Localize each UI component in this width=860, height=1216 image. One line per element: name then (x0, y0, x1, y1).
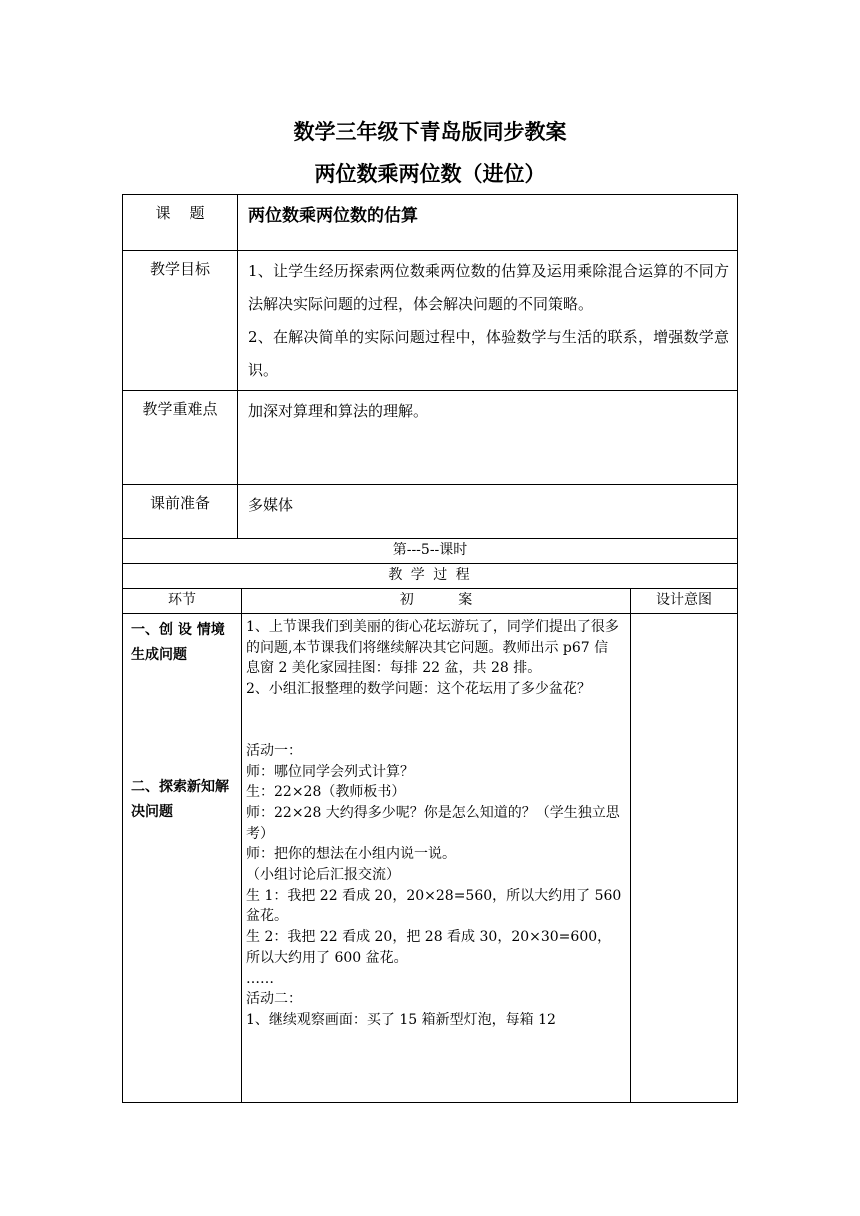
process-title-row (122, 563, 738, 589)
col-design-header: 设计意图 (630, 588, 738, 614)
document-title: 数学三年级下青岛版同步教案 (293, 120, 567, 144)
key-points-row (122, 390, 738, 485)
plan-line: 1、上节课我们到美丽的街心花坛游玩了，同学们提出了很多的问题,本节课我们将继续解决其它问题。教师出示 p67 信息窗 2 美化家园挂图：每排 22 盆，共 28 排。 (246, 619, 619, 677)
goals-content (237, 250, 738, 391)
preparation-label: 课前准备 (122, 484, 238, 539)
col-stage-header: 环节 (122, 588, 242, 614)
plan-line: 生：22×28（教师板书） (246, 784, 406, 801)
plan-line: （小组讨论后汇报交流） (246, 867, 400, 884)
plan-line: 活动二： (246, 991, 302, 1008)
plan-line: 2、小组汇报整理的数学问题：这个花坛用了多少盆花？ (246, 681, 591, 698)
process-body-row (122, 613, 738, 1103)
plan-line: 活动一： (246, 742, 302, 759)
topic-label: 课 题 (122, 194, 238, 251)
col-plan-header: 初 案 (241, 588, 631, 614)
goal-item-1: 1、让学生经历探索两位数乘两位数的估算及运用乘除混合运算的不同方法解决实际问题的过程，体会解决问题的不同策略。 (248, 262, 729, 313)
topic-value: 两位数乘两位数的估算 (237, 194, 738, 251)
goals-label: 教学目标 (122, 250, 238, 391)
stage-1-label: 一、创 设 情境生成问题 (131, 622, 225, 663)
key-points-value: 加深对算理和算法的理解。 (237, 390, 738, 485)
plan-line: 师：把你的想法在小组内说一说。 (246, 846, 456, 863)
plan-column (241, 613, 631, 1103)
plan-line: 1、继续观察画面：买了 15 箱新型灯泡，每箱 12 (246, 1011, 556, 1028)
plan-line: 生 1：我把 22 看成 20，20×28=560，所以大约用了 560 盆花。 (246, 887, 622, 925)
topic-row (122, 194, 738, 251)
plan-line: …… (246, 970, 274, 987)
preparation-value: 多媒体 (237, 484, 738, 539)
document-subtitle: 两位数乘两位数（进位） (314, 162, 546, 186)
stage-2-label: 二、探索新知解决问题 (131, 779, 229, 820)
goals-row (122, 250, 738, 391)
plan-line: 师：22×28 大约得多少呢？你是怎么知道的？（学生独立思考） (246, 804, 620, 842)
plan-line: 生 2：我把 22 看成 20，把 28 看成 30，20×30=600，所以大约用了 600 盆花。 (246, 929, 612, 966)
preparation-row (122, 484, 738, 539)
stage-column (122, 613, 242, 1103)
process-title: 教 学 过 程 (122, 563, 738, 589)
plan-line: 师：哪位同学会列式计算？ (246, 763, 414, 780)
design-column (630, 613, 738, 1103)
key-points-label: 教学重难点 (122, 390, 238, 485)
lesson-number-row (122, 538, 738, 564)
goal-item-2: 2、在解决简单的实际问题过程中，体验数学与生活的联系，增强数学意识。 (248, 328, 729, 379)
process-header-row (122, 588, 738, 614)
lesson-number: 第---5--课时 (122, 538, 738, 564)
